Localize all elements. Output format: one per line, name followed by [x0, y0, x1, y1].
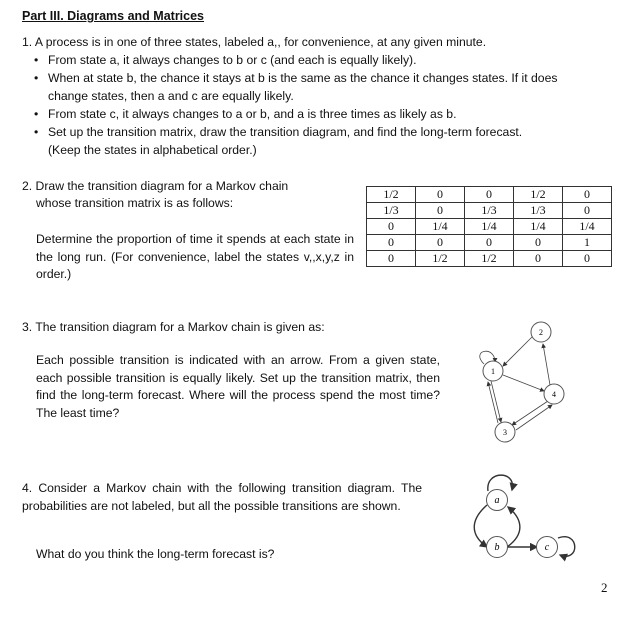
- matrix-row: [367, 251, 612, 267]
- q1-bullet: • When at state b, the chance it stays at b is the same as the chance it changes states. If it does: [48, 71, 557, 85]
- matrix-cell: 0: [367, 219, 416, 235]
- matrix-cell: 0: [465, 187, 514, 203]
- transition-diagrams: [440, 315, 622, 585]
- section-title: Part III. Diagrams and Matrices: [22, 9, 205, 23]
- q4-question: What do you think the long-term forecast is?: [36, 547, 275, 561]
- matrix-cell: 0: [367, 251, 416, 267]
- state-label: a: [494, 495, 500, 506]
- matrix-cell: 1/2: [514, 187, 563, 203]
- matrix-row: [367, 187, 612, 203]
- matrix-row: [367, 203, 612, 219]
- matrix-cell: 0: [563, 251, 612, 267]
- matrix-cell: 1/4: [514, 219, 563, 235]
- q1-intro: 1. A process is in one of three states, labeled a,, for convenience, at any given minute.: [22, 35, 487, 49]
- matrix-cell: 0: [465, 235, 514, 251]
- matrix-cell: 1/3: [367, 203, 416, 219]
- matrix-cell: 1/2: [367, 187, 416, 203]
- matrix-row: [367, 235, 612, 251]
- state-label: 1: [491, 367, 495, 376]
- q3-text: Each possible transition is indicated with an arrow. From a given state, each possible transition is equally likely. Set up the transition matrix, then find the long-term forecast. Where will the process spend the most time? The least time?: [36, 353, 440, 420]
- q1-bullet: • From state a, it always changes to b or c (and each is equally likely).: [48, 53, 417, 67]
- state-label: 2: [539, 328, 543, 337]
- q2-text: Determine the proportion of time it spends at each state in the long run. (For convenience, label the states v,,x,y,z in order.): [36, 232, 354, 281]
- page-number: 2: [601, 580, 608, 595]
- q4-text: 4. Consider a Markov chain with the following transition diagram. The probabilities are not labeled, but all the possible transitions are shown.: [22, 481, 422, 513]
- q3-intro: 3. The transition diagram for a Markov chain is given as:: [22, 320, 325, 334]
- matrix-cell: 0: [563, 203, 612, 219]
- matrix-cell: 1/4: [416, 219, 465, 235]
- state-label: 4: [552, 390, 556, 399]
- matrix-row: [367, 219, 612, 235]
- q1-bullet-cont: change states, then a and c are equally likely.: [48, 89, 294, 103]
- state-label: 3: [503, 428, 507, 437]
- matrix-cell: 0: [514, 235, 563, 251]
- matrix-cell: 1: [563, 235, 612, 251]
- matrix-cell: 1/2: [416, 251, 465, 267]
- matrix-cell: 1/3: [514, 203, 563, 219]
- q2-intro: whose transition matrix is as follows:: [36, 196, 234, 210]
- matrix-cell: 0: [367, 235, 416, 251]
- matrix-cell: 1/2: [465, 251, 514, 267]
- state-label: c: [544, 542, 550, 553]
- matrix-cell: 1/4: [465, 219, 514, 235]
- matrix-cell: 0: [416, 187, 465, 203]
- matrix-cell: 1/4: [563, 219, 612, 235]
- matrix-cell: 0: [514, 251, 563, 267]
- transition-matrix: [366, 186, 612, 267]
- q1-bullet: • From state c, it always changes to a or b, and a is three times as likely as b.: [48, 107, 456, 121]
- state-label: b: [494, 542, 500, 553]
- matrix-cell: 0: [416, 203, 465, 219]
- diagram-1-edges: [480, 337, 552, 430]
- q1-bullet: • Set up the transition matrix, draw the transition diagram, and find the long-term forecast.: [48, 125, 522, 139]
- matrix-cell: 0: [416, 235, 465, 251]
- matrix-cell: 0: [563, 187, 612, 203]
- q2-intro: 2. Draw the transition diagram for a Markov chain: [22, 179, 289, 193]
- matrix-cell: 1/3: [465, 203, 514, 219]
- q1-bullet-cont: (Keep the states in alphabetical order.): [48, 143, 257, 157]
